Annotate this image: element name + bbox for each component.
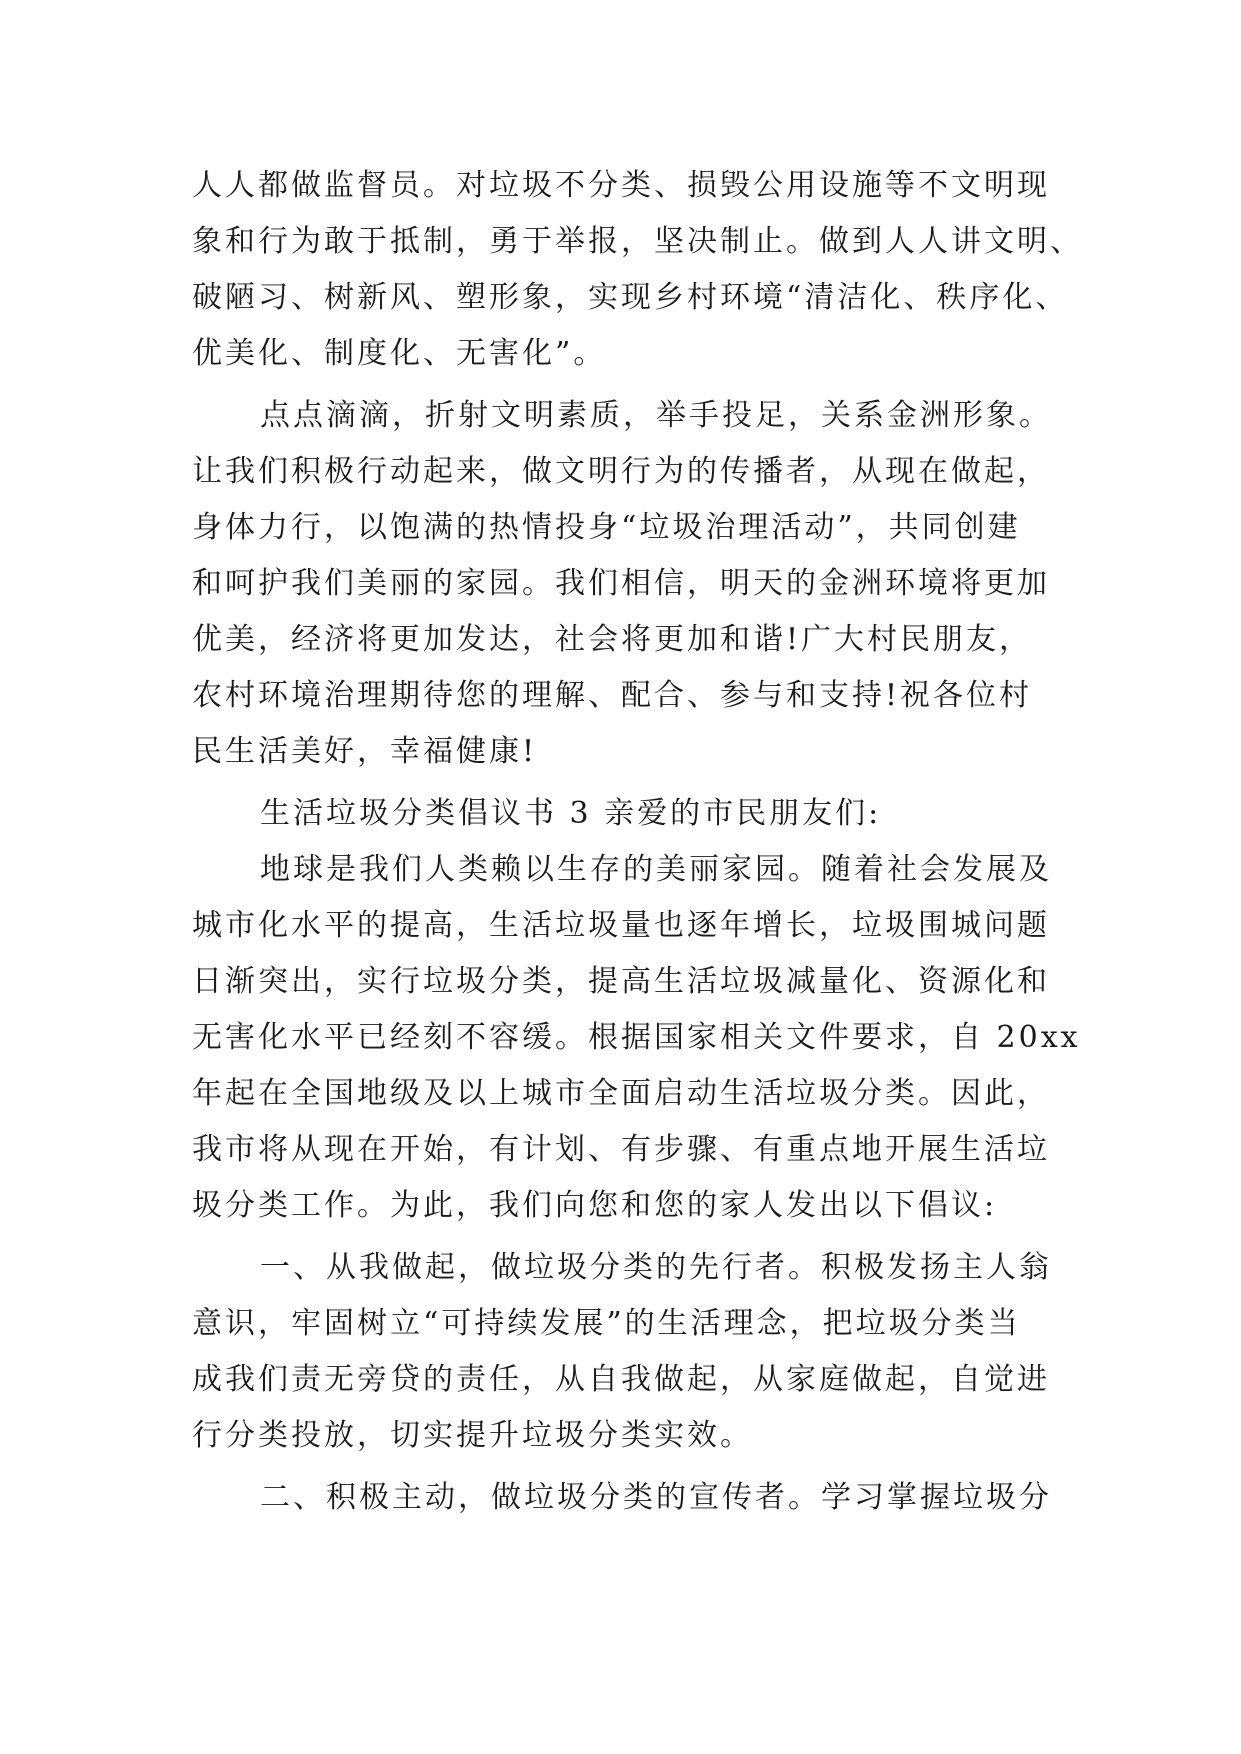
text-line: 和呵护我们美丽的家园。我们相信，明天的金洲环境将更加 [192,566,1050,601]
text-line: 圾分类工作。为此，我们向您和您的家人发出以下倡议: [192,1188,998,1223]
text-line: 民生活美好，幸福健康! [192,734,538,769]
paragraph-start-line: 地球是我们人类赖以生存的美丽家园。随着社会发展及 [260,852,1052,887]
text-line: 成我们责无旁贷的责任，从自我做起，从家庭做起，自觉进 [192,1362,1050,1397]
text-line: 让我们积极行动起来，做文明行为的传播者，从现在做起， [192,454,1050,489]
text-line: 我市将从现在开始，有计划、有步骤、有重点地开展生活垃 [192,1132,1050,1167]
text-line: 破陋习、树新风、塑形象，实现乡村环境“清洁化、秩序化、 [192,280,1069,315]
document-body [192,158,1083,1526]
section-heading-line: 生活垃圾分类倡议书 3 亲爱的市民朋友们: [260,796,882,831]
text-line: 农村环境治理期待您的理解、配合、参与和支持!祝各位村 [192,678,1033,713]
text-line: 日渐突出，实行垃圾分类，提高生活垃圾减量化、资源化和 [192,964,1050,999]
text-line: 人人都做监督员。对垃圾不分类、损毁公用设施等不文明现 [192,168,1050,203]
paragraph-start-line: 一、从我做起，做垃圾分类的先行者。积极发扬主人翁 [260,1250,1052,1285]
paragraph-start-line: 点点滴滴，折射文明素质，举手投足，关系金洲形象。 [260,398,1052,433]
text-line: 城市化水平的提高，生活垃圾量也逐年增长，垃圾围城问题 [192,908,1050,943]
text-line: 行分类投放，切实提升垃圾分类实效。 [192,1418,753,1453]
text-line: 优美，经济将更加发达，社会将更加和谐!广大村民朋友， [192,622,1033,657]
text-line: 象和行为敢于抵制，勇于举报，坚决制止。做到人人讲文明、 [192,224,1083,259]
paragraph-start-line: 二、积极主动，做垃圾分类的宣传者。学习掌握垃圾分 [260,1480,1052,1515]
text-line: 年起在全国地级及以上城市全面启动生活垃圾分类。因此， [192,1076,1050,1111]
text-line: 无害化水平已经刻不容缓。根据国家相关文件要求，自 20xx [192,1020,1081,1055]
text-line: 优美化、制度化、无害化”。 [192,336,607,371]
text-line: 意识，牢固树立“可持续发展”的生活理念，把垃圾分类当 [192,1306,1021,1341]
text-line: 身体力行，以饱满的热情投身“垃圾治理活动”，共同创建 [192,510,1021,545]
